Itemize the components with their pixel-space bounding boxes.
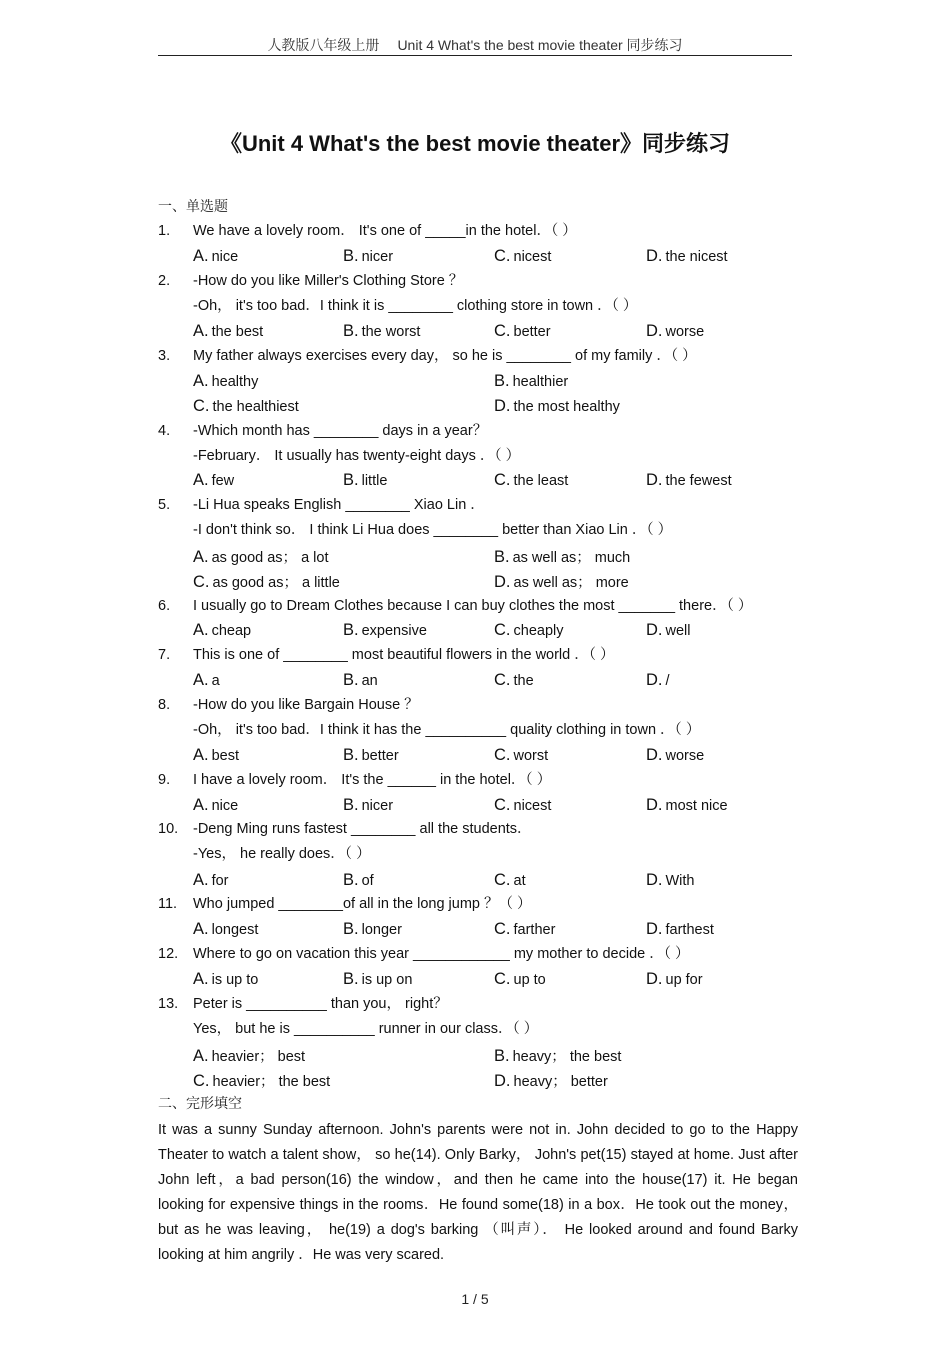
question-stem: -Li Hua speaks English ________ Xiao Lin ． xyxy=(193,497,485,513)
option-b: B. of xyxy=(343,871,374,889)
option-a: A. longest xyxy=(193,920,259,938)
option-a: A. the best xyxy=(193,322,264,340)
option-d: D. farthest xyxy=(646,920,714,938)
option-d: D. the most healthy xyxy=(494,397,620,415)
option-b: B. expensive xyxy=(343,621,427,639)
question-number: 11. xyxy=(158,896,178,912)
section-heading-single-choice: 一、单选题 xyxy=(158,198,228,214)
header-unit: Unit 4 What's the best movie theater 同步练习 xyxy=(397,37,683,53)
option-c: C. at xyxy=(494,871,526,889)
option-d: D. worse xyxy=(646,322,705,340)
question-stem: Who jumped ________of all in the long jump ？（ ） xyxy=(193,896,532,912)
option-a: A. nice xyxy=(193,247,239,265)
question-stem-line2: -Oh， it's too bad．I think it has the __________ quality clothing in town ．（ ） xyxy=(193,722,701,738)
question-stem-line2: -February． It usually has twenty-eight days ．（ ） xyxy=(193,448,521,464)
question-stem-line2: -Yes， he really does．（ ） xyxy=(193,846,371,862)
option-c: C. cheaply xyxy=(494,621,564,639)
question-stem: -How do you like Bargain House ？ xyxy=(193,697,419,713)
question-number: 5. xyxy=(158,497,171,513)
option-a: A. nice xyxy=(193,796,239,814)
cloze-passage xyxy=(158,1118,798,1268)
option-c: C. up to xyxy=(494,970,546,988)
option-d: D. the nicest xyxy=(646,247,728,265)
option-a: A. heavier； best xyxy=(193,1047,306,1065)
question-stem-line2: -Oh， it's too bad．I think it is ________ clothing store in town ．（ ） xyxy=(193,298,638,314)
running-header xyxy=(158,35,792,55)
option-d: D. / xyxy=(646,671,670,689)
question-number: 4. xyxy=(158,423,171,439)
option-b: B. little xyxy=(343,471,388,489)
question-number: 7. xyxy=(158,647,171,663)
question-stem: We have a lovely room． It's one of _____in the hotel．（ ） xyxy=(193,223,577,239)
option-a: A. as good as； a lot xyxy=(193,548,329,566)
option-c: C. heavier； the best xyxy=(193,1072,331,1090)
option-c: C. nicest xyxy=(494,796,552,814)
question-number: 1. xyxy=(158,223,171,239)
option-a: A. a xyxy=(193,671,220,689)
option-c: C. worst xyxy=(494,746,549,764)
option-c: C. the healthiest xyxy=(193,397,299,415)
option-c: C. farther xyxy=(494,920,556,938)
question-stem: My father always exercises every day， so he is ________ of my family ．（ ） xyxy=(193,348,697,364)
question-number: 2. xyxy=(158,273,171,289)
option-d: D. up for xyxy=(646,970,703,988)
question-number: 8. xyxy=(158,697,171,713)
question-stem-line2: Yes， but he is __________ runner in our class．（ ） xyxy=(193,1021,539,1037)
option-b: B. healthier xyxy=(494,372,569,390)
question-number: 12. xyxy=(158,946,179,962)
header-book: 人教版八年级上册 xyxy=(267,37,380,53)
question-stem: -Which month has ________ days in a year？ xyxy=(193,423,488,439)
question-stem-line2: -I don't think so． I think Li Hua does ________ better than Xiao Lin ．（ ） xyxy=(193,522,673,538)
option-d: D. With xyxy=(646,871,695,889)
document-title: 《Unit 4 What's the best movie theater》同步练习 xyxy=(219,131,731,156)
passage-text: It was a sunny Sunday afternoon. John's parents were not in. John decided to go to the Happy Theater to watch a talent show， so he(14). Only Barky， John's pet(15) stayed at home. Just after John left，a bad person(16) the window，and then he came into the house(17) it. He began looking for expensive things in the rooms．He found some(18) in a box．He took out the money，but as he was leaving， he(19) a dog's barking （叫声）． He looked around and found Barky looking at him angrily ．He was very scared. xyxy=(158,1122,798,1263)
option-c: C. the least xyxy=(494,471,569,489)
question-stem: I usually go to Dream Clothes because I can buy clothes the most _______ there．（ ） xyxy=(193,598,753,614)
option-a: A. best xyxy=(193,746,240,764)
option-b: B. heavy； the best xyxy=(494,1047,622,1065)
option-d: D. as well as； more xyxy=(494,573,629,591)
option-b: B. is up on xyxy=(343,970,413,988)
option-d: D. heavy； better xyxy=(494,1072,608,1090)
question-number: 6. xyxy=(158,598,171,614)
option-a: A. cheap xyxy=(193,621,252,639)
option-d: D. worse xyxy=(646,746,705,764)
option-b: B. an xyxy=(343,671,378,689)
page-number: 1 / 5 xyxy=(461,1291,489,1307)
option-c: C. better xyxy=(494,322,551,340)
option-b: B. nicer xyxy=(343,796,394,814)
option-b: B. better xyxy=(343,746,399,764)
question-number: 10. xyxy=(158,821,179,837)
question-stem: -How do you like Miller's Clothing Store ？ xyxy=(193,273,464,289)
option-a: A. for xyxy=(193,871,229,889)
question-number: 9. xyxy=(158,772,171,788)
option-d: D. most nice xyxy=(646,796,728,814)
header-divider xyxy=(158,55,792,56)
option-c: C. as good as； a little xyxy=(193,573,340,591)
option-a: A. is up to xyxy=(193,970,259,988)
question-stem: This is one of ________ most beautiful flowers in the world ．（ ） xyxy=(193,647,615,663)
question-stem: I have a lovely room． It's the ______ in the hotel．（ ） xyxy=(193,772,552,788)
option-b: B. as well as； much xyxy=(494,548,631,566)
option-a: A. healthy xyxy=(193,372,259,390)
option-b: B. the worst xyxy=(343,322,421,340)
option-d: D. the fewest xyxy=(646,471,732,489)
option-c: C. nicest xyxy=(494,247,552,265)
section-heading-cloze: 二、完形填空 xyxy=(158,1095,242,1111)
question-stem: Peter is __________ than you， right？ xyxy=(193,996,448,1012)
option-b: B. nicer xyxy=(343,247,394,265)
question-stem: -Deng Ming runs fastest ________ all the students． xyxy=(193,821,532,837)
question-number: 13. xyxy=(158,996,179,1012)
option-c: C. the xyxy=(494,671,534,689)
option-b: B. longer xyxy=(343,920,402,938)
option-d: D. well xyxy=(646,621,691,639)
option-a: A. few xyxy=(193,471,235,489)
question-stem: Where to go on vacation this year ____________ my mother to decide ．（ ） xyxy=(193,946,690,962)
question-number: 3. xyxy=(158,348,171,364)
